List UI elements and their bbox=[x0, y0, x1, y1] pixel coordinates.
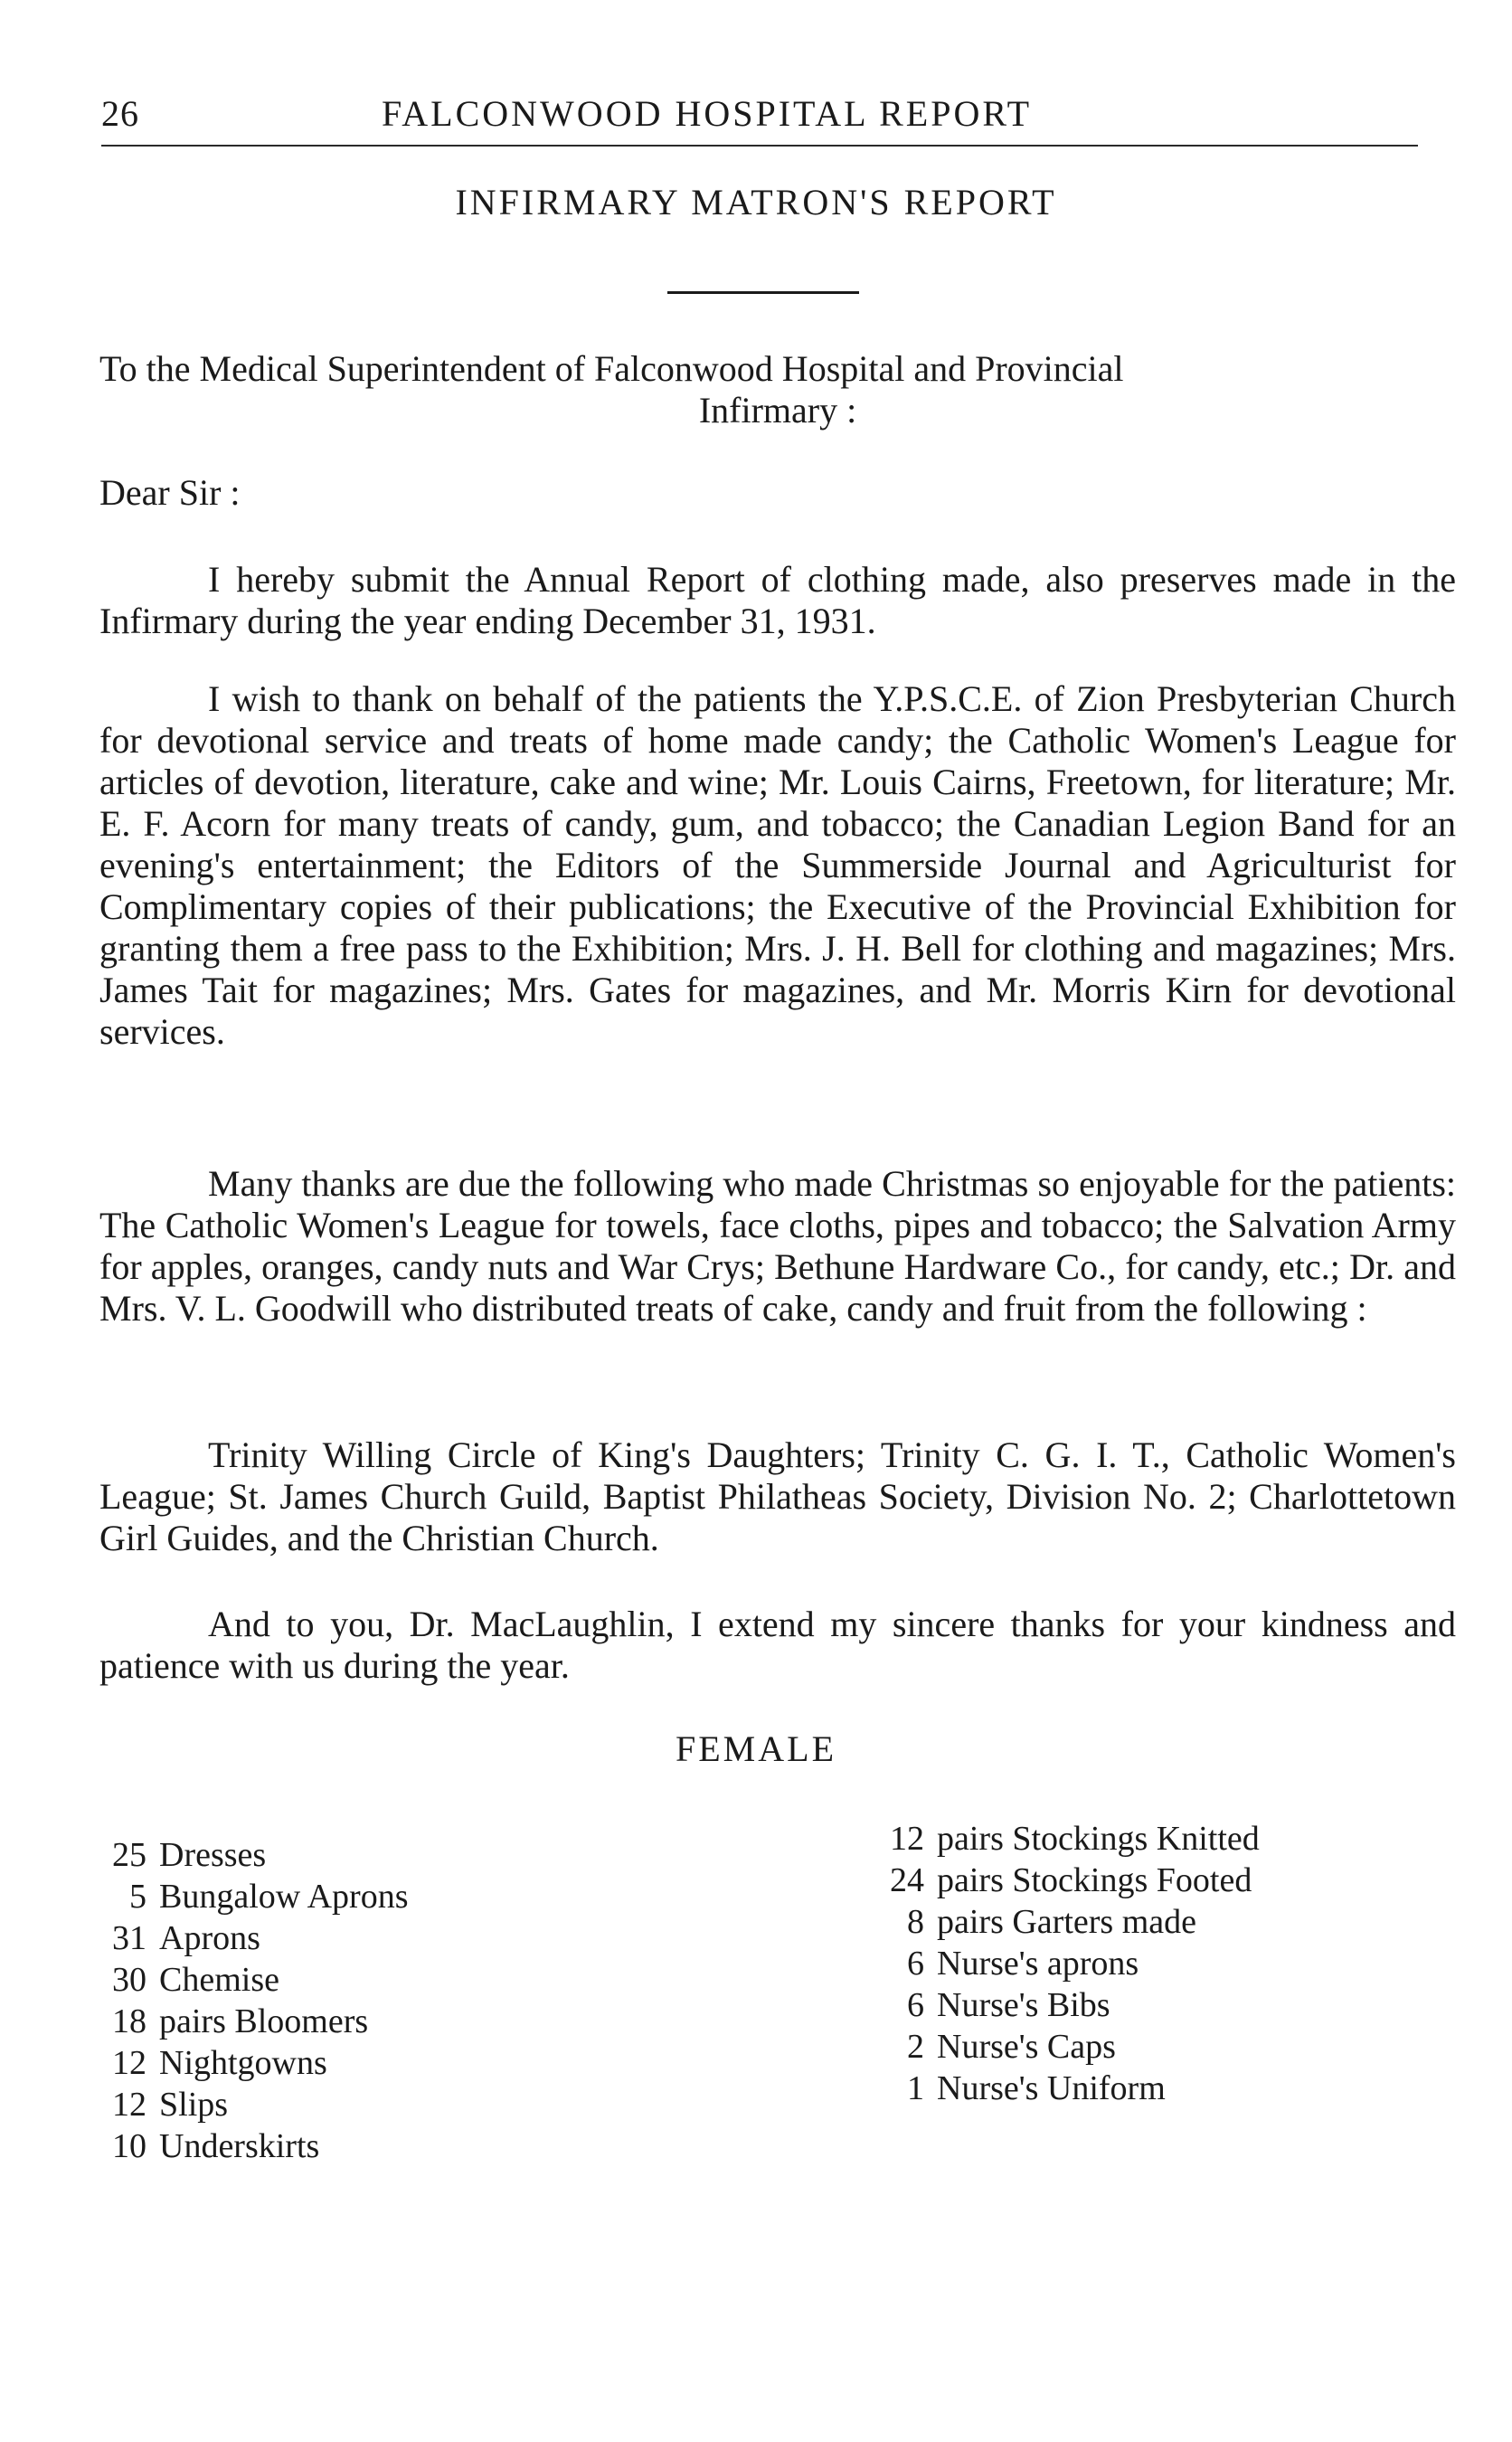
item-name: pairs Stockings Knitted bbox=[937, 1820, 1260, 1858]
list-item bbox=[90, 1834, 651, 1876]
salutation: Dear Sir : bbox=[99, 472, 241, 513]
list-item bbox=[868, 2068, 1429, 2109]
item-quantity: 8 bbox=[907, 1903, 924, 1941]
item-name: pairs Stockings Footed bbox=[937, 1861, 1252, 1899]
item-quantity: 18 bbox=[112, 2002, 146, 2040]
list-item bbox=[868, 2026, 1429, 2068]
list-item bbox=[868, 1984, 1429, 2026]
item-quantity: 25 bbox=[112, 1836, 146, 1874]
item-name: Nurse's Uniform bbox=[937, 2069, 1166, 2107]
paragraph-thanks: I wish to thank on behalf of the patients the Y.P.S.C.E. of Zion Presbyterian Church for devotional service and treats of home made candy; the Catholic Women's League for articles of devotion, literature, cake and wine; Mr. Louis Cairns, Freetown, for literature; Mr. E. F. Acorn for many treats of candy, gum, and tobacco; the Canadian Legion Band for an evening's entertainment; the Editors of the Summerside Journal and Agriculturist for Complimentary copies of their publications; the Executive of the Provincial Exhibition for granting them a free pass to the Exhibition; Mrs. J. H. Bell for clothing and magazines; Mrs. James Tait for magazines; Mrs. Gates for magazines, and Mr. Morris Kirn for devotional services. bbox=[99, 678, 1456, 1052]
item-quantity: 10 bbox=[112, 2127, 146, 2165]
item-name: Chemise bbox=[159, 1961, 279, 1999]
item-name: Bungalow Aprons bbox=[159, 1878, 409, 1916]
item-name: pairs Bloomers bbox=[159, 2002, 369, 2040]
female-list-right bbox=[868, 1818, 1429, 2109]
paragraph-christmas: Many thanks are due the following who made Christmas so enjoyable for the patients: The Catholic Women's League for towels, face cloths, pipes and tobacco; the Salvation Army for apples, oranges, candy nuts and War Crys; Bethune Hardware Co., for candy, etc.; Dr. and Mrs. V. L. Goodwill who distributed treats of cake, candy and fruit from the following : bbox=[99, 1163, 1456, 1329]
list-item bbox=[868, 1901, 1429, 1943]
list-item bbox=[90, 2042, 651, 2084]
item-name: Nurse's Caps bbox=[937, 2028, 1116, 2066]
item-quantity: 2 bbox=[907, 2028, 924, 2066]
list-item bbox=[90, 1959, 651, 2001]
addressee-line-2: Infirmary : bbox=[698, 390, 857, 431]
list-item bbox=[868, 1860, 1429, 1901]
paragraph-annual-report: I hereby submit the Annual Report of clothing made, also preserves made in the Infirmary during the year ending December 31, 1931. bbox=[99, 559, 1456, 641]
item-quantity: 31 bbox=[112, 1919, 146, 1957]
page-number: 26 bbox=[101, 93, 139, 134]
list-item bbox=[868, 1943, 1429, 1984]
list-item bbox=[90, 2125, 651, 2167]
header-rule bbox=[101, 145, 1418, 147]
list-item bbox=[90, 1917, 651, 1959]
addressee-line-1: To the Medical Superintendent of Falconwood Hospital and Provincial bbox=[99, 348, 1124, 389]
item-quantity: 5 bbox=[129, 1878, 146, 1916]
item-quantity: 24 bbox=[890, 1861, 924, 1899]
running-title: FALCONWOOD HOSPITAL REPORT bbox=[382, 93, 1033, 134]
item-name: Nurse's Bibs bbox=[937, 1986, 1110, 2024]
paragraph-donors: Trinity Willing Circle of King's Daughters; Trinity C. G. I. T., Catholic Women's League; St. James Church Guild, Baptist Philatheas Society, Division No. 2; Charlottetown Girl Guides, and the Christian Church. bbox=[99, 1434, 1456, 1558]
list-item bbox=[90, 2001, 651, 2042]
list-item bbox=[868, 1818, 1429, 1860]
item-quantity: 1 bbox=[907, 2069, 924, 2107]
item-name: Underskirts bbox=[159, 2127, 320, 2165]
section-title: INFIRMARY MATRON'S REPORT bbox=[455, 182, 1057, 222]
item-quantity: 12 bbox=[112, 2086, 146, 2124]
addressee bbox=[99, 348, 1456, 431]
item-name: Nurse's aprons bbox=[937, 1945, 1139, 1983]
item-name: Nightgowns bbox=[159, 2044, 327, 2082]
list-item bbox=[90, 2084, 651, 2125]
item-name: Dresses bbox=[159, 1836, 267, 1874]
female-heading: FEMALE bbox=[676, 1728, 836, 1769]
item-quantity: 30 bbox=[112, 1961, 146, 1999]
item-quantity: 12 bbox=[890, 1820, 924, 1858]
paragraph-closing: And to you, Dr. MacLaughlin, I extend my sincere thanks for your kindness and patience with us during the year. bbox=[99, 1604, 1456, 1686]
page-header bbox=[101, 92, 1418, 147]
list-item bbox=[90, 1876, 651, 1917]
item-name: pairs Garters made bbox=[937, 1903, 1196, 1941]
female-list-left bbox=[90, 1834, 651, 2167]
item-quantity: 6 bbox=[907, 1945, 924, 1983]
item-name: Aprons bbox=[159, 1919, 260, 1957]
title-divider bbox=[667, 291, 859, 294]
item-name: Slips bbox=[159, 2086, 229, 2124]
item-quantity: 12 bbox=[112, 2044, 146, 2082]
item-quantity: 6 bbox=[907, 1986, 924, 2024]
